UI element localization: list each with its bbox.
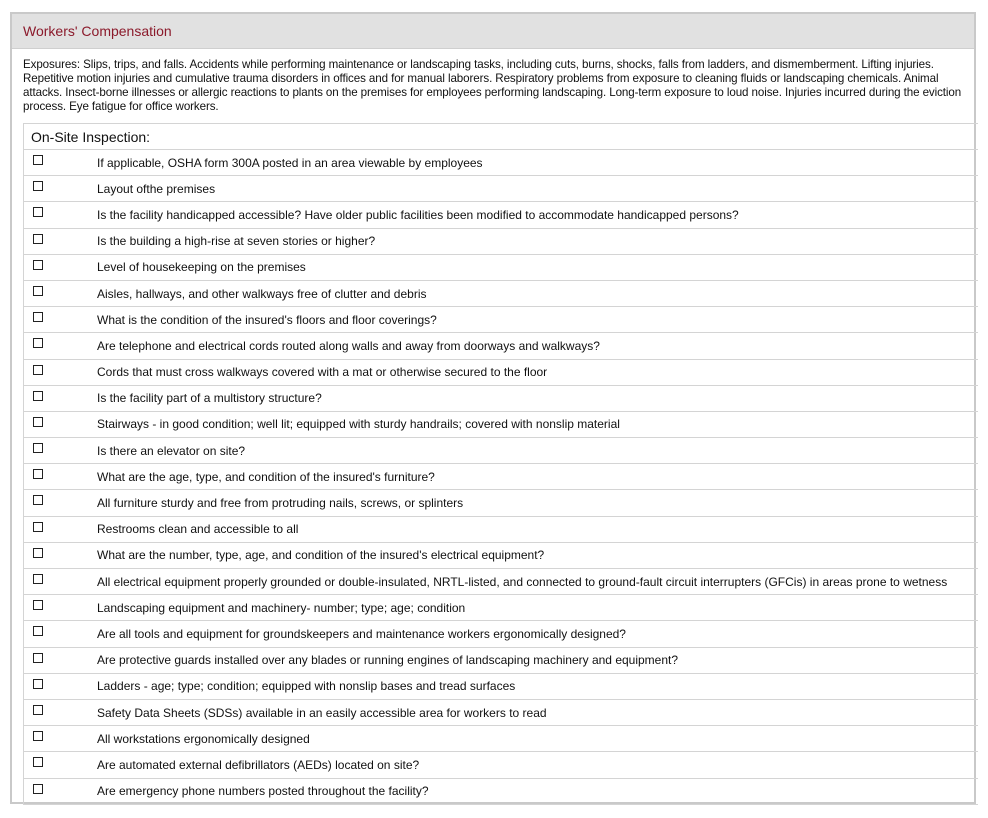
- inspection-item: [24, 229, 978, 255]
- inspection-item-label: If applicable, OSHA form 300A posted in an area viewable by employees: [97, 155, 483, 170]
- inspection-item-label: Level of housekeeping on the premises: [97, 260, 306, 275]
- inspection-item: [24, 176, 978, 202]
- inspection-checkbox[interactable]: [33, 312, 43, 322]
- inspection-item: [24, 779, 978, 805]
- inspection-item-label: Are telephone and electrical cords routed along walls and away from doorways and walkways?: [97, 338, 600, 353]
- inspection-checkbox[interactable]: [33, 679, 43, 689]
- inspection-checkbox[interactable]: [33, 548, 43, 558]
- inspection-checkbox[interactable]: [33, 522, 43, 532]
- inspection-checkbox[interactable]: [33, 365, 43, 375]
- inspection-item: [24, 333, 978, 359]
- inspection-checkbox[interactable]: [33, 495, 43, 505]
- inspection-checkbox[interactable]: [33, 705, 43, 715]
- inspection-item: [24, 595, 978, 621]
- inspection-item-label: Are emergency phone numbers posted throughout the facility?: [97, 784, 429, 799]
- inspection-item: [24, 674, 978, 700]
- inspection-checkbox[interactable]: [33, 338, 43, 348]
- inspection-item-label: All workstations ergonomically designed: [97, 731, 310, 746]
- inspection-checkbox[interactable]: [33, 417, 43, 427]
- inspection-item: [24, 490, 978, 516]
- inspection-item: [24, 464, 978, 490]
- inspection-item: [24, 360, 978, 386]
- exposures-text: Exposures: Slips, trips, and falls. Accidents while performing maintenance or landscaping tasks, including cuts, burns, shocks, falls from ladders, and dismemberment. Lifting injuries. Repetitive motion injuries and cumulative trauma disorders in offices and for manual laborers. Respiratory problems from exposure to cleaning fluids or landscaping chemicals. Animal attacks. Insect-borne illnesses or allergic reactions to plants on the premises for employees performing landscaping. Long-term exposure to loud noise. Injuries incurred during the eviction process. Eye fatigue for office workers.: [23, 58, 962, 113]
- inspection-item-label: Safety Data Sheets (SDSs) available in an easily accessible area for workers to read: [97, 705, 547, 720]
- inspection-checkbox[interactable]: [33, 207, 43, 217]
- inspection-item: [24, 648, 978, 674]
- inspection-item-label: Is there an elevator on site?: [97, 443, 246, 458]
- inspection-item-label: What is the condition of the insured's floors and floor coverings?: [97, 312, 437, 327]
- inspection-checkbox[interactable]: [33, 574, 43, 584]
- inspection-item-label: Is the building a high-rise at seven stories or higher?: [97, 234, 376, 249]
- inspection-checkbox[interactable]: [33, 757, 43, 767]
- inspection-item: [24, 202, 978, 228]
- workers-comp-panel: [10, 12, 976, 804]
- inspection-checkbox[interactable]: [33, 155, 43, 165]
- inspection-item-label: All furniture sturdy and free from protruding nails, screws, or splinters: [97, 496, 464, 511]
- inspection-item-label: Is the facility handicapped accessible? Have older public facilities been modified to accommodate handicapped persons?: [97, 207, 739, 222]
- inspection-title: On-Site Inspection:: [24, 124, 978, 150]
- inspection-item: [24, 543, 978, 569]
- inspection-item-label: Are automated external defibrillators (AEDs) located on site?: [97, 757, 420, 772]
- inspection-checkbox[interactable]: [33, 731, 43, 741]
- inspection-checkbox[interactable]: [33, 260, 43, 270]
- inspection-item: [24, 307, 978, 333]
- inspection-checkbox[interactable]: [33, 391, 43, 401]
- onsite-inspection-list: [23, 123, 978, 805]
- inspection-checkbox[interactable]: [33, 234, 43, 244]
- inspection-item-label: Restrooms clean and accessible to all: [97, 522, 299, 537]
- inspection-item-label: All electrical equipment properly grounded or double-insulated, NRTL-listed, and connected to ground-fault circuit interrupters (GFCis) in areas prone to wetness: [97, 574, 948, 589]
- inspection-item: [24, 621, 978, 647]
- inspection-checkbox[interactable]: [33, 286, 43, 296]
- panel-title: Workers' Compensation: [23, 23, 172, 39]
- inspection-item: [24, 700, 978, 726]
- inspection-item-label: What are the age, type, and condition of the insured's furniture?: [97, 469, 435, 484]
- inspection-checkbox[interactable]: [33, 653, 43, 663]
- inspection-item: [24, 386, 978, 412]
- inspection-item-label: What are the number, type, age, and condition of the insured's electrical equipment?: [97, 548, 545, 563]
- inspection-checkbox[interactable]: [33, 784, 43, 794]
- inspection-item-label: Cords that must cross walkways covered with a mat or otherwise secured to the floor: [97, 365, 548, 380]
- inspection-checkbox[interactable]: [33, 600, 43, 610]
- inspection-item-label: Ladders - age; type; condition; equipped with nonslip bases and tread surfaces: [97, 679, 516, 694]
- inspection-checkbox[interactable]: [33, 469, 43, 479]
- inspection-item-label: Are all tools and equipment for groundskeepers and maintenance workers ergonomically designed?: [97, 626, 626, 641]
- inspection-item-label: Layout ofthe premises: [97, 181, 216, 196]
- inspection-item-label: Aisles, hallways, and other walkways free of clutter and debris: [97, 286, 427, 301]
- inspection-item: [24, 517, 978, 543]
- inspection-item: [24, 438, 978, 464]
- inspection-item: [24, 150, 978, 176]
- inspection-item-label: Landscaping equipment and machinery- number; type; age; condition: [97, 600, 466, 615]
- inspection-checkbox[interactable]: [33, 181, 43, 191]
- inspection-item: [24, 412, 978, 438]
- inspection-item: [24, 752, 978, 778]
- inspection-item-label: Are protective guards installed over any blades or running engines of landscaping machinery and equipment?: [97, 653, 679, 668]
- inspection-item: [24, 726, 978, 752]
- panel-header: [12, 14, 974, 49]
- inspection-item: [24, 281, 978, 307]
- inspection-checkbox[interactable]: [33, 626, 43, 636]
- inspection-item-label: Stairways - in good condition; well lit; equipped with sturdy handrails; covered with nonslip material: [97, 417, 620, 432]
- inspection-item-label: Is the facility part of a multistory structure?: [97, 391, 322, 406]
- inspection-item: [24, 255, 978, 281]
- inspection-item: [24, 569, 978, 595]
- inspection-checkbox[interactable]: [33, 443, 43, 453]
